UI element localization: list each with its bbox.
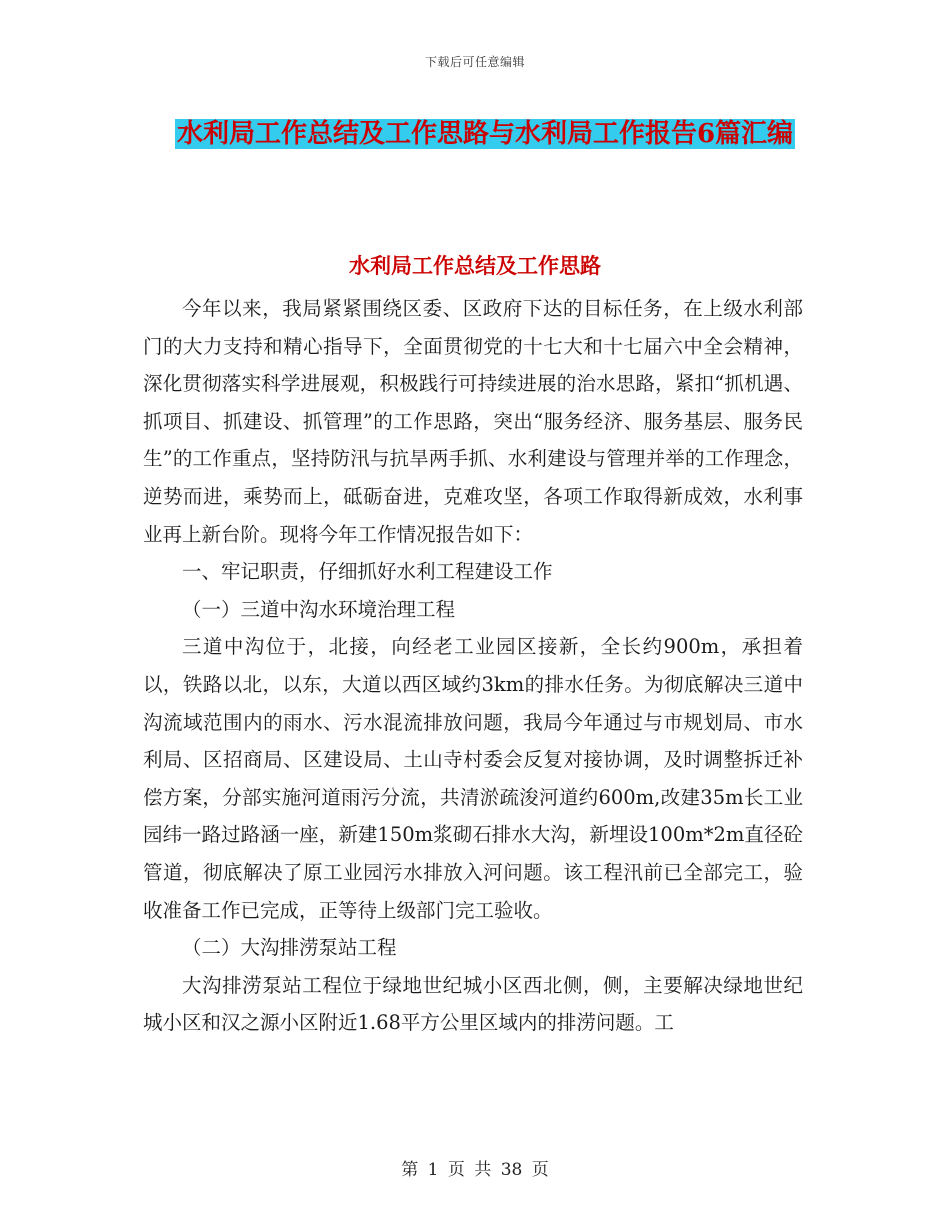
paragraph: 三道中沟位于，北接，向经老工业园区接新，全长约900m，承担着以，铁路以北，以东，大道以西区域约3km的排水任务。为彻底解决三道中沟流域范围内的雨水、污水混流排放问题，我局今年通过与市规划局、市水利局、区招商局、区建设局、土山寺村委会反复对接协调，及时调整拆迁补偿方案，分部实施河道雨污分流，共清淤疏浚河道约600m,改建35m长工业园纬一路过路涵一座，新建150m浆砌石排水大沟，新埋设100m*2m直径砼管道，彻底解决了原工业园污水排放入河问题。该工程汛前已全部完工，验收准备工作已完成，正等待上级部门完工验收。: [143, 635, 803, 922]
document-title: [150, 112, 820, 156]
document-body: [143, 290, 803, 1042]
page-number: 第 1 页 共 38 页: [401, 1160, 549, 1180]
section-title: 水利局工作总结及工作思路: [349, 253, 601, 278]
paragraph: （二）大沟排涝泵站工程: [182, 936, 397, 960]
paragraph: 今年以来，我局紧紧围绕区委、区政府下达的目标任务，在上级水利部门的大力支持和精心指导下，全面贯彻党的十七大和十七届六中全会精神，深化贯彻落实科学进展观，积极践行可持续进展的治水思路，紧扣“抓机遇、抓项目、抓建设、抓管理”的工作思路，突出“服务经济、服务基层、服务民生”的工作重点，坚持防汛与抗旱两手抓、水利建设与管理并举的工作理念，逆势而进，乘势而上，砥砺奋进，克难攻坚，各项工作取得新成效，水利事业再上新台阶。现将今年工作情况报告如下：: [143, 297, 803, 546]
paragraph: （一）三道中沟水环境治理工程: [182, 597, 456, 621]
paragraph: 大沟排涝泵站工程位于绿地世纪城小区西北侧，侧，主要解决绿地世纪城小区和汉之源小区附近1.68平方公里区域内的排涝问题。工: [143, 973, 803, 1035]
paragraph: 一、牢记职责，仔细抓好水利工程建设工作: [182, 560, 553, 584]
document-title-text: 水利局工作总结及工作思路与水利局工作报告6篇汇编: [176, 119, 794, 149]
download-note: 下载后可任意编辑: [424, 55, 525, 69]
